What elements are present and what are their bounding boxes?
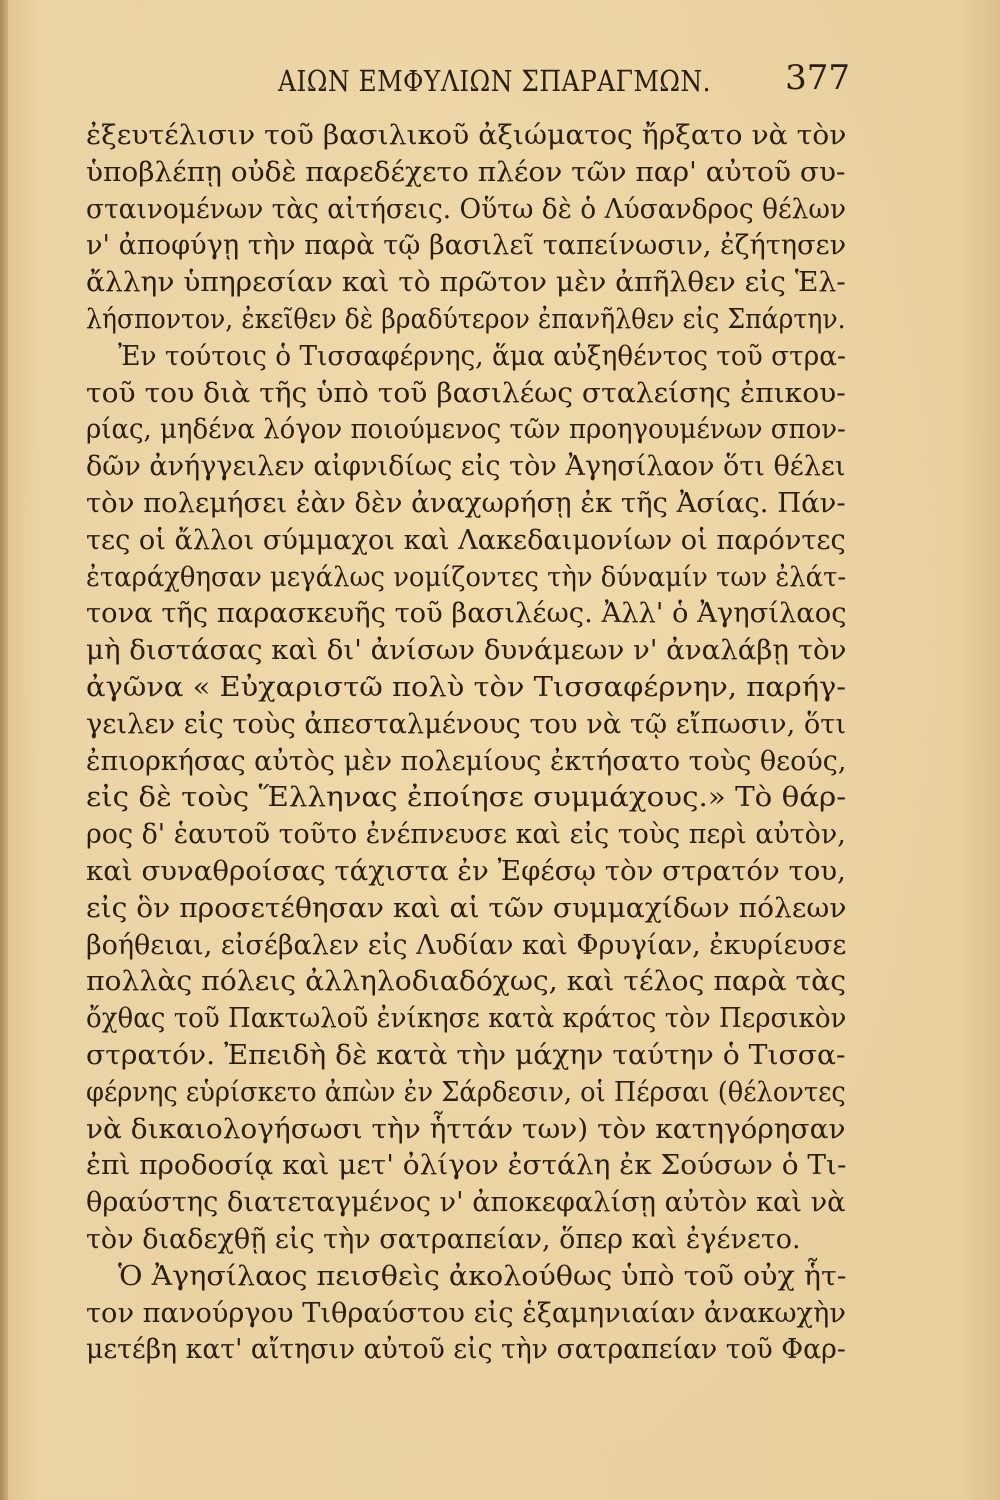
text-line-19: εἰς δὲ τοὺς Ἕλληνας ἐποίησε συμμάχους.» Τὸ θάρ-	[86, 782, 847, 814]
text-line-15: μὴ διστάσας καὶ δι' ἀνίσων δυνάμεων ν' ἀναλάβῃ τὸν	[86, 635, 847, 667]
text-line-33: τον πανούργου Τιθραύστου εἰς ἑξαμηνιαίαν ἀνακωχὴν	[86, 1297, 846, 1329]
text-line-1: ἐξευτέλισιν τοῦ βασιλικοῦ ἀξιώματος ἤρξατο νὰ τὸν	[86, 120, 847, 151]
text-line-6: λήσποντον, ἐκεῖθεν δὲ βραδύτερον ἐπανῆλθεν εἰς Σπάρτην.	[86, 304, 846, 335]
text-line-11: τὸν πολεμήσει ἐὰν δὲν ἀναχωρήσῃ ἐκ τῆς Ἀσίας. Πάν-	[86, 488, 846, 519]
text-line-21: καὶ συναθροίσας τάχιστα ἐν Ἐφέσῳ τὸν στρατόν του,	[86, 856, 846, 887]
page-header	[0, 58, 1000, 108]
text-line-23: βοήθειαι, εἰσέβαλεν εἰς Λυδίαν καὶ Φρυγίαν, ἐκυρίευσε	[86, 929, 847, 961]
page-binding-edge	[0, 0, 8, 1500]
text-line-8: τοῦ του διὰ τῆς ὑπὸ τοῦ βασιλέως σταλείσης ἐπικου-	[86, 377, 846, 409]
text-line-5: ἄλλην ὑπηρεσίαν καὶ τὸ πρῶτον μὲν ἀπῆλθεν εἰς Ἑλ-	[86, 267, 846, 299]
running-title: ΑΙΩΝ ΕΜΦΥΛΙΩΝ ΣΠΑΡΑΓΜΩΝ.	[278, 64, 712, 98]
body-text	[86, 120, 846, 1380]
text-line-31: τὸν διαδεχθῇ εἰς τὴν σατραπείαν, ὅπερ καὶ ἐγένετο.	[86, 1224, 801, 1255]
text-line-18: ἐπιορκήσας αὐτὸς μὲν πολεμίους ἐκτήσατο τοὺς θεούς,	[86, 745, 847, 777]
text-line-14: τονα τῆς παρασκευῆς τοῦ βασιλέως. Ἀλλ' ὁ Ἀγησίλαος	[86, 598, 847, 630]
text-line-20: ρος δ' ἑαυτοῦ τοῦτο ἐνέπνευσε καὶ εἰς τοὺς περὶ αὐτὸν,	[86, 819, 846, 851]
text-line-34: μετέβη κατ' αἴτησιν αὐτοῦ εἰς τὴν σατραπείαν τοῦ Φαρ-	[86, 1334, 846, 1366]
text-line-22: εἰς ὃν προσετέθησαν καὶ αἱ τῶν συμμαχίδων πόλεων	[86, 892, 847, 924]
text-line-2: ὑποβλέπῃ οὐδὲ παρεδέχετο πλέον τῶν παρ' αὐτοῦ συ-	[86, 156, 846, 188]
text-line-30: θραύστης διατεταγμένος ν' ἀποκεφαλίσῃ αὐτὸν καὶ νὰ	[86, 1187, 846, 1219]
text-line-26: στρατόν. Ἐπειδὴ δὲ κατὰ τὴν μάχην ταύτην ὁ Τισσα-	[86, 1040, 846, 1071]
text-line-27: φέρνης εὑρίσκετο ἀπὼν ἐν Σάρδεσιν, οἱ Πέρσαι (θέλοντες	[86, 1076, 846, 1108]
text-line-29: ἐπὶ προδοσίᾳ καὶ μετ' ὀλίγον ἐστάλη ἐκ Σούσων ὁ Τι-	[86, 1150, 847, 1182]
text-line-9: ρίας, μηδένα λόγον ποιούμενος τῶν προηγουμένων σπον-	[86, 414, 846, 446]
text-line-12: τες οἱ ἄλλοι σύμμαχοι καὶ Λακεδαιμονίων οἱ παρόντες	[86, 524, 846, 556]
text-line-28: νὰ δικαιολογήσωσι τὴν ἧττάν των) τὸν κατηγόρησαν	[86, 1113, 846, 1145]
page-number: 377	[785, 58, 850, 98]
text-line-10: δῶν ἀνήγγειλεν αἰφνιδίως εἰς τὸν Ἀγησίλαον ὅτι θέλει	[86, 451, 846, 483]
text-line-17: γειλεν εἰς τοὺς ἀπεσταλμένους του νὰ τῷ εἴπωσιν, ὅτι	[86, 708, 847, 740]
text-line-24: πολλὰς πόλεις ἀλληλοδιαδόχως, καὶ τέλος παρὰ τὰς	[86, 966, 847, 998]
text-line-7: Ἐν τούτοις ὁ Τισσαφέρνης, ἅμα αὐξηθέντος τοῦ στρα-	[118, 340, 846, 372]
text-line-4: ν' ἀποφύγῃ τὴν παρὰ τῷ βασιλεῖ ταπείνωσιν, ἐζήτησεν	[86, 230, 847, 262]
text-line-3: σταινομένων τὰς αἰτήσεις. Οὕτω δὲ ὁ Λύσανδρος θέλων	[86, 193, 847, 225]
text-line-16: ἀγῶνα « Εὐχαριστῶ πολὺ τὸν Τισσαφέρνην, παρήγ-	[86, 672, 847, 703]
text-line-25: ὄχθας τοῦ Πακτωλοῦ ἐνίκησε κατὰ κράτος τὸν Περσικὸν	[86, 1003, 847, 1035]
text-line-32: Ὁ Ἀγησίλαος πεισθεὶς ἀκολούθως ὑπὸ τοῦ οὐχ ἧτ-	[118, 1260, 847, 1292]
text-line-13: ἐταράχθησαν μεγάλως νομίζοντες τὴν δύναμίν των ἐλάτ-	[86, 561, 847, 593]
